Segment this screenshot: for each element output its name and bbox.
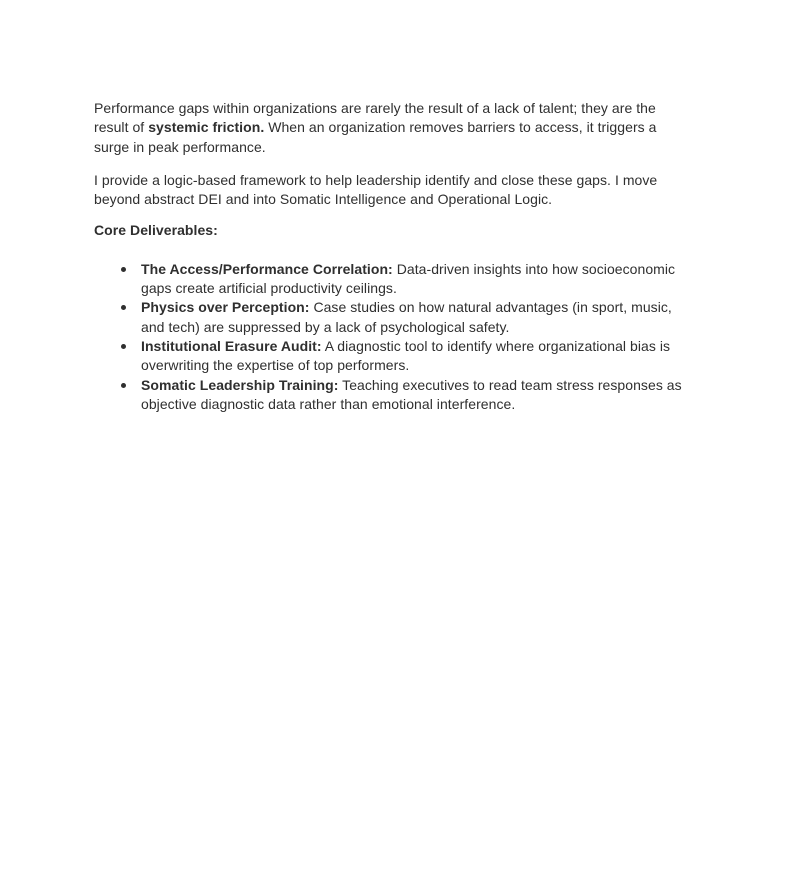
bullet-icon	[121, 267, 126, 272]
bullet-icon	[121, 344, 126, 349]
deliverable-description: A diagnostic tool to identify where organizational bias is overwriting the expertise of top performers.	[141, 337, 671, 374]
deliverable-description: Case studies on how natural advantages (in sport, music, and tech) are suppressed by a lack of psychological safety.	[141, 299, 672, 335]
deliverable-description: Teaching executives to read team stress responses as objective diagnostic data rather than emotional interference.	[141, 376, 682, 412]
intro-paragraph	[94, 99, 694, 157]
document-body	[94, 99, 694, 414]
deliverable-description: Data-driven insights into how socioeconomic gaps create artificial productivity ceilings.	[141, 260, 676, 297]
intro-text-before-bold: Performance gaps within organizations are rarely the result of a lack of talent; they are the result of	[94, 100, 656, 136]
list-item	[94, 376, 694, 415]
deliverable-title: Physics over Perception:	[141, 299, 310, 316]
bullet-icon	[121, 305, 126, 310]
core-deliverables-heading: Core Deliverables:	[94, 222, 218, 239]
deliverable-title: Institutional Erasure Audit:	[141, 337, 322, 354]
list-item	[94, 298, 694, 337]
deliverable-title: The Access/Performance Correlation:	[141, 260, 393, 277]
framework-paragraph: I provide a logic-based framework to help leadership identify and close these gaps. I move beyond abstract DEI and into Somatic Intelligence and Operational Logic.	[94, 171, 658, 208]
intro-bold-phrase: systemic friction.	[148, 119, 265, 136]
list-item	[94, 337, 694, 376]
deliverables-list	[94, 260, 694, 414]
deliverable-title: Somatic Leadership Training:	[141, 376, 339, 393]
bullet-icon	[121, 383, 126, 388]
intro-text-after-bold: When an organization removes barriers to access, it triggers a surge in peak performance.	[94, 119, 657, 155]
list-item	[94, 260, 694, 299]
